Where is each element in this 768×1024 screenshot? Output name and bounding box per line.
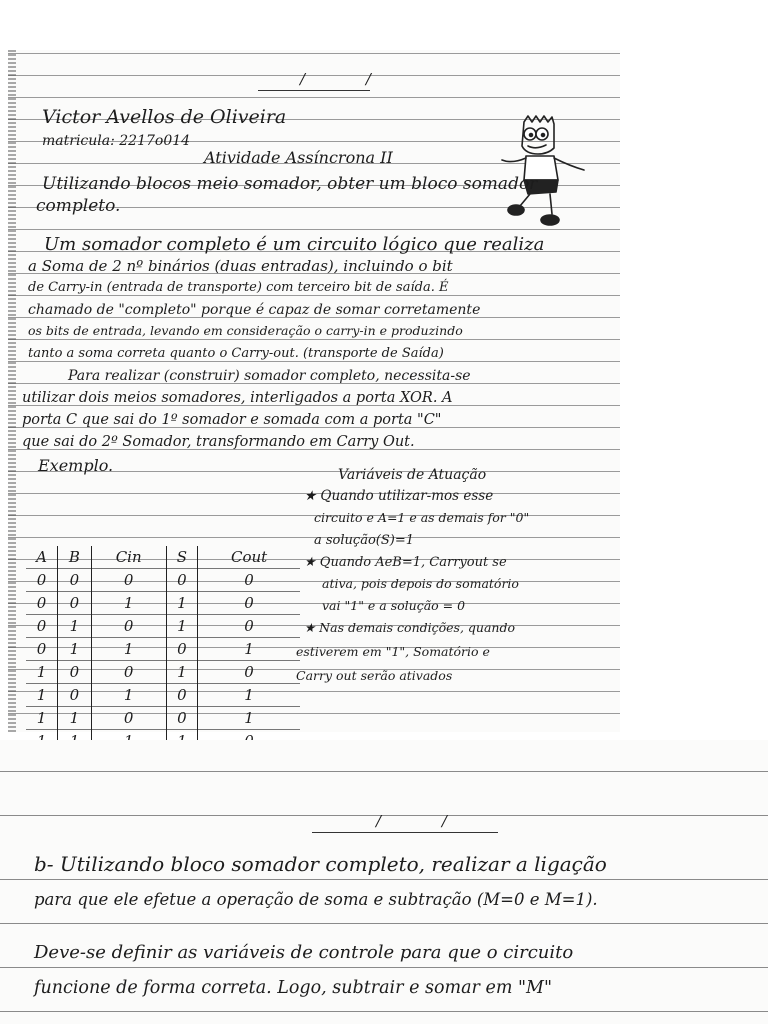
truth-table-cell: 0 [198, 569, 300, 592]
paragraph-1-line-1: Um somador completo é um circuito lógico que realiza [44, 234, 545, 255]
truth-table-cell: 0 [198, 592, 300, 615]
question-b-line-1: b- Utilizando bloco somador completo, realizar a ligação [34, 852, 607, 876]
truth-table-cell: 1 [36, 686, 47, 704]
header-a: A [36, 548, 47, 566]
truth-table-cell: 0 [58, 569, 92, 592]
truth-table [26, 546, 300, 753]
truth-table-cell: 0 [36, 617, 47, 635]
truth-table-cell: 1 [166, 615, 197, 638]
question-b-line-3: Deve-se definir as variáveis de controle para que o circuito [34, 942, 574, 963]
header-b: B [58, 546, 92, 569]
truth-table-cell: 1 [36, 709, 47, 727]
paragraph-2-line-4: que sai do 2º Somador, transformando em Carry Out. [22, 434, 415, 450]
header-s: S [166, 546, 197, 569]
truth-table-cell: 1 [91, 638, 166, 661]
notes-title: Variáveis de Atuação [338, 467, 487, 483]
date-underline [258, 90, 370, 91]
note-line-4: ★ Quando AeB=1, Carryout se [304, 555, 507, 570]
truth-table-row [26, 638, 300, 661]
truth-table-cell: 0 [36, 640, 47, 658]
truth-table-header [26, 546, 300, 569]
truth-table-row [26, 661, 300, 684]
note-line-6: vai "1" e a solução = 0 [322, 598, 466, 613]
truth-table-cell: 0 [91, 569, 166, 592]
paragraph-2-line-2: utilizar dois meios somadores, interligados a porta XOR. A [22, 390, 453, 406]
paragraph-1-line-6: tanto a soma correta quanto o Carry-out. (transporte de Saída) [28, 346, 444, 361]
note-line-3: a solução(S)=1 [314, 533, 414, 548]
truth-table-cell: 0 [198, 661, 300, 684]
header-cin: Cin [91, 546, 166, 569]
truth-table-row [26, 615, 300, 638]
student-name: Victor Avellos de Oliveira [42, 106, 287, 128]
paragraph-1-line-2: a Soma de 2 nº binários (duas entradas), incluindo o bit [28, 257, 453, 275]
truth-table-row [26, 592, 300, 615]
notebook-page-1 [8, 50, 620, 732]
note-line-2: circuito e A=1 e as demais for "0" [314, 510, 530, 525]
truth-table-row [26, 684, 300, 707]
note-line-5: ativa, pois depois do somatório [322, 576, 519, 591]
paragraph-1-line-4: chamado de "completo" porque é capaz de somar corretamente [28, 302, 481, 318]
paragraph-1-line-3: de Carry-in (entrada de transporte) com terceiro bit de saída. É [28, 280, 449, 295]
paragraph-2-line-1: Para realizar (construir) somador completo, necessita-se [68, 368, 471, 384]
paragraph-2-line-3: porta C que sai do 1º somador e somada com a porta "C" [22, 412, 442, 428]
student-id: matricula: 2217o014 [42, 133, 191, 149]
example-label: Exemplo. [38, 456, 114, 475]
truth-table-cell: 0 [166, 684, 197, 707]
truth-table-cell: 0 [58, 592, 92, 615]
header-cout: Cout [198, 546, 300, 569]
truth-table-cell: 0 [166, 707, 197, 730]
truth-table-cell: 0 [166, 569, 197, 592]
truth-table-cell: 1 [166, 661, 197, 684]
truth-table-cell: 1 [198, 707, 300, 730]
activity-title: Atividade Assíncrona II [204, 148, 393, 167]
note-line-9: Carry out serão ativados [296, 668, 453, 683]
note-line-7: ★ Nas demais condições, quando [304, 620, 515, 635]
paragraph-1-line-5: os bits de entrada, levando em consideração o carry-in e produzindo [28, 323, 463, 338]
truth-table-cell: 1 [58, 615, 92, 638]
truth-table-cell: 0 [91, 661, 166, 684]
truth-table-cell: 1 [58, 707, 92, 730]
truth-table-cell: 0 [58, 684, 92, 707]
truth-table-cell: 0 [91, 707, 166, 730]
truth-table-cell: 1 [91, 684, 166, 707]
truth-table-cell: 1 [198, 684, 300, 707]
truth-table-cell: 0 [58, 661, 92, 684]
truth-table-cell: 0 [198, 615, 300, 638]
truth-table-row [26, 569, 300, 592]
question-line-2: completo. [36, 196, 121, 216]
note-line-8: estiverem em "1", Somatório e [296, 644, 490, 659]
truth-table-row [26, 707, 300, 730]
question-b-line-2: para que ele efetue a operação de soma e subtração (M=0 e M=1). [34, 890, 598, 909]
bart-simpson-doodle [498, 114, 590, 230]
note-line-1: ★ Quando utilizar-mos esse [304, 488, 494, 504]
truth-table-cell: 0 [36, 571, 47, 589]
question-b-line-4: funcione de forma correta. Logo, subtrair e somar em "M" [34, 978, 553, 998]
truth-table-cell: 1 [36, 663, 47, 681]
truth-table-cell: 1 [58, 638, 92, 661]
truth-table-cell: 1 [166, 592, 197, 615]
truth-table-cell: 1 [91, 592, 166, 615]
truth-table-cell: 1 [198, 638, 300, 661]
date-underline-2 [312, 832, 498, 833]
truth-table-cell: 0 [91, 615, 166, 638]
date-field-2: / / [376, 812, 475, 830]
question-line-1: Utilizando blocos meio somador, obter um bloco somador [42, 174, 538, 194]
truth-table-cell: 0 [36, 594, 47, 612]
date-field: / / [300, 70, 399, 88]
notebook-page-2 [0, 740, 768, 1024]
truth-table-cell: 0 [166, 638, 197, 661]
